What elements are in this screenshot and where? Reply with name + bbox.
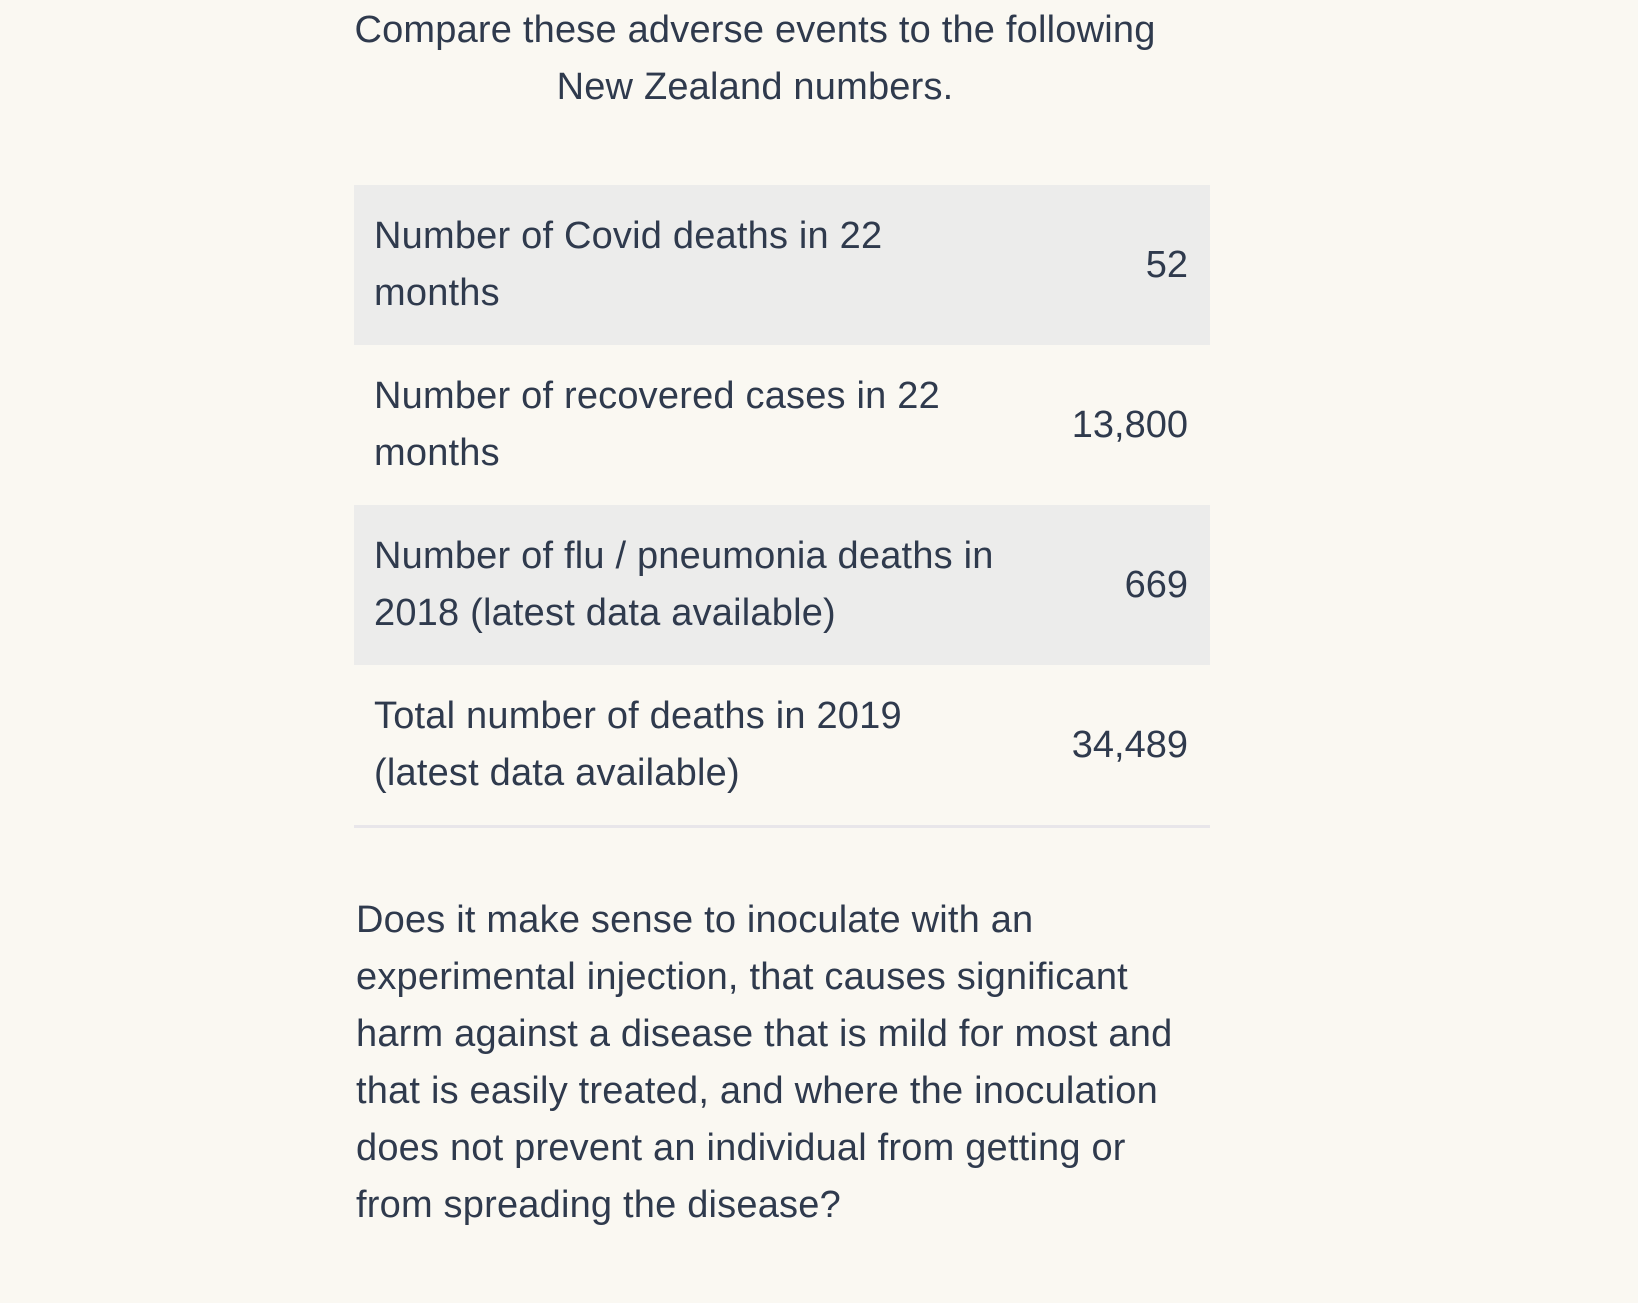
paragraph-line: experimental injection, that causes significant (356, 956, 1128, 998)
row-value: 52 (1145, 243, 1188, 286)
row-label-line: (latest data available) (374, 752, 740, 794)
paragraph-line: harm against a disease that is mild for most and (356, 1013, 1173, 1055)
table-row-recovered-cases (354, 345, 1210, 505)
row-label-line: Number of flu / pneumonia deaths in (374, 535, 994, 577)
row-label-line: Number of recovered cases in 22 (374, 375, 940, 417)
paragraph-line: Does it make sense to inoculate with an (356, 899, 1034, 941)
row-label-line: Number of Covid deaths in 22 (374, 215, 883, 257)
table-row-flu-pneumonia-deaths (354, 505, 1210, 665)
stats-table (354, 185, 1210, 828)
paragraph-line: from spreading the disease? (356, 1184, 841, 1226)
heading-line-2: New Zealand numbers. (556, 66, 954, 108)
section-heading (340, 2, 1170, 116)
paragraph-line: that is easily treated, and where the inoculation (356, 1070, 1158, 1112)
row-label-line: months (374, 272, 500, 314)
row-label (374, 688, 902, 802)
table-row-covid-deaths (354, 185, 1210, 345)
row-value: 34,489 (1071, 723, 1188, 766)
row-label-line: Total number of deaths in 2019 (374, 695, 902, 737)
paragraph-line: does not prevent an individual from getting or (356, 1127, 1126, 1169)
row-value: 13,800 (1071, 403, 1188, 446)
row-value: 669 (1124, 563, 1188, 606)
row-label-line: 2018 (latest data available) (374, 592, 836, 634)
row-label-line: months (374, 432, 500, 474)
row-label (374, 208, 882, 322)
body-paragraph (356, 892, 1186, 1234)
row-label (374, 528, 994, 642)
row-label (374, 368, 940, 482)
table-row-total-deaths (354, 665, 1210, 825)
heading-line-1: Compare these adverse events to the following (354, 9, 1156, 51)
